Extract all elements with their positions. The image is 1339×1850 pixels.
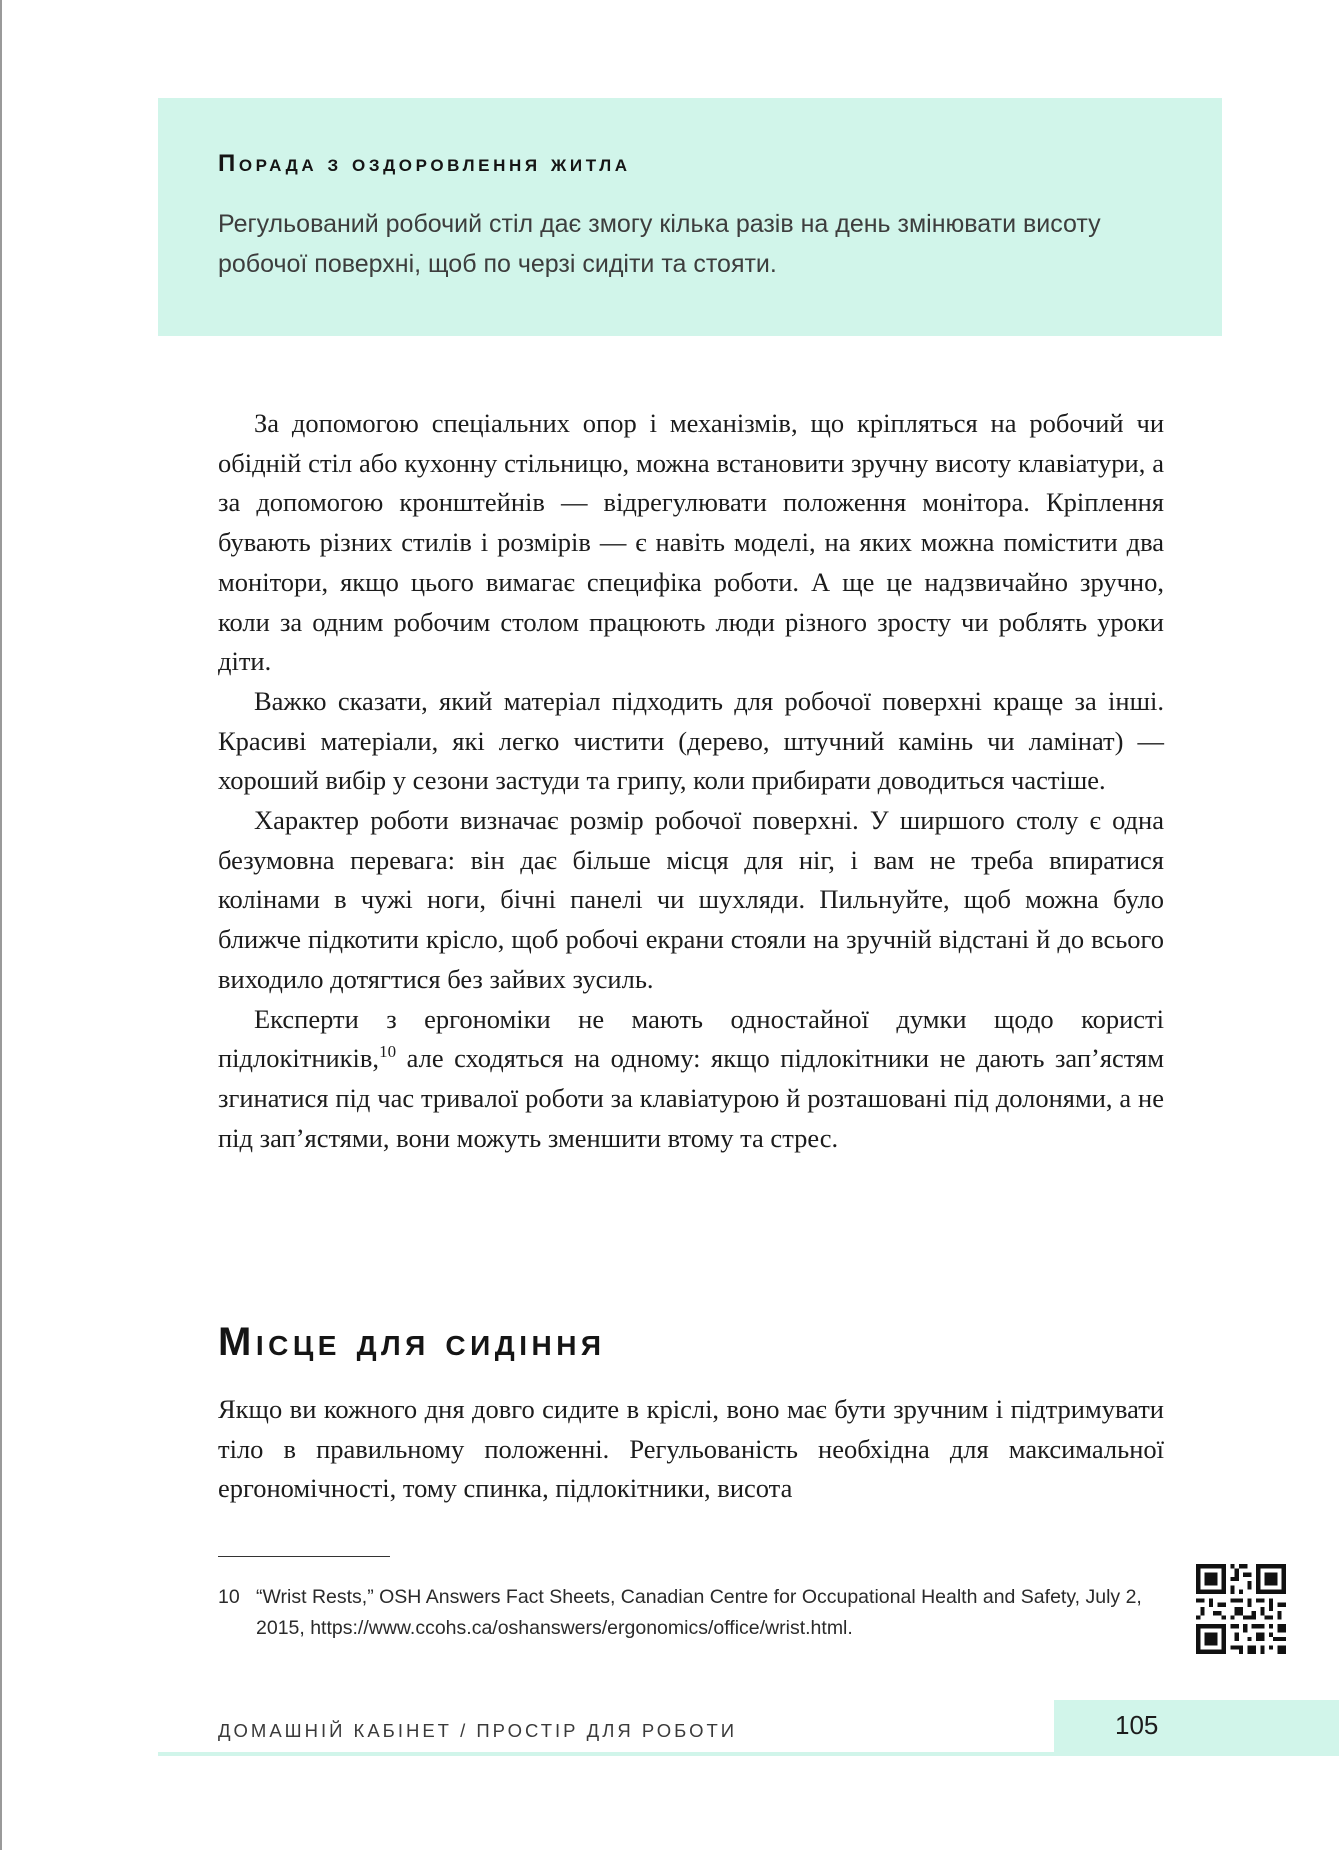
footer-rule: [158, 1752, 1339, 1756]
page-number: 105: [1115, 1710, 1159, 1740]
body-text: [218, 404, 1164, 1158]
footnote: [218, 1582, 1178, 1644]
section-paragraph: Якщо ви кожного дня довго сидите в кріслі, воно має бути зручним і підтримувати тіло в правильному положенні. Регульованість необхідна для максимальної ергономічності, тому спинка, підлокітники, висота: [218, 1394, 1164, 1504]
tip-text: Регульований робочий стіл дає змогу кілька разів на день змінювати висоту робочої поверхні, щоб по черзі сидіти та стояти.: [218, 210, 1101, 278]
footnote-reference[interactable]: 10: [379, 1042, 397, 1062]
paragraph-3: Характер роботи визначає розмір робочої поверхні. У ширшого столу є одна безумовна перевага: він дає більше місця для ніг, і вам не треба впиратися колінами в чужі ноги, бічні панелі чи шухляди. Пильнуйте, щоб можна було ближче підкотити крісло, щоб робочі екрани стояли на зручній відстані й до всього виходило дотягтися без зайвих зусиль.: [218, 805, 1164, 994]
section-heading: Місце для сидіння: [218, 1320, 606, 1364]
paragraph-1: За допомогою спеціальних опор і механізмів, що кріпляться на робочий чи обідній стіл або кухонну стільницю, можна встановити зручну висоту клавіатури, а за допомогою кронштейнів — відрегулювати положення монітора. Кріплення бувають різних стилів і розмірів — є навіть моделі, на яких можна помістити два монітори, якщо цього вимагає специфіка роботи. А ще це надзвичайно зручно, коли за одним робочим столом працюють люди різного зросту чи роблять уроки діти.: [218, 408, 1164, 677]
footnote-divider: [218, 1556, 390, 1557]
running-head: ДОМАШНІЙ КАБІНЕТ / ПРОСТІР ДЛЯ РОБОТИ: [218, 1720, 738, 1741]
page-edge-line: [0, 0, 2, 1850]
paragraph-2: Важко сказати, який матеріал підходить для робочої поверхні краще за інші. Красиві матеріали, які легко чистити (дерево, штучний камінь чи ламінат) — хороший вибір у сезони застуди та грипу, коли прибирати доводиться частіше.: [218, 685, 1164, 796]
tip-box: [158, 98, 1222, 336]
paragraph-4-end: але сходяться на одному: якщо підлокітники не дають зап’ястям згинатися під час тривалої роботи за клавіатурою й розташовані під долонями, а не під зап’ястями, вони можуть зменшити втому та стрес.: [218, 1043, 1164, 1153]
paragraph-4: [218, 1000, 1164, 1159]
paragraph-4-start: Експерти з ергономіки не мають одностайної думки щодо користі підлокітників,: [218, 1003, 1164, 1074]
footnote-text: “Wrist Rests,” OSH Answers Fact Sheets, Canadian Centre for Occupational Health and Safety, July 2, 2015, https://www.ccohs.ca/oshanswers/ergonomics/office/wrist.html.: [256, 1586, 1142, 1639]
footnote-number: 10: [218, 1586, 240, 1608]
page-number-tab: [1054, 1700, 1339, 1752]
tip-title: Порада з оздоровлення житла: [218, 150, 631, 177]
qr-code-icon[interactable]: [1196, 1564, 1286, 1654]
